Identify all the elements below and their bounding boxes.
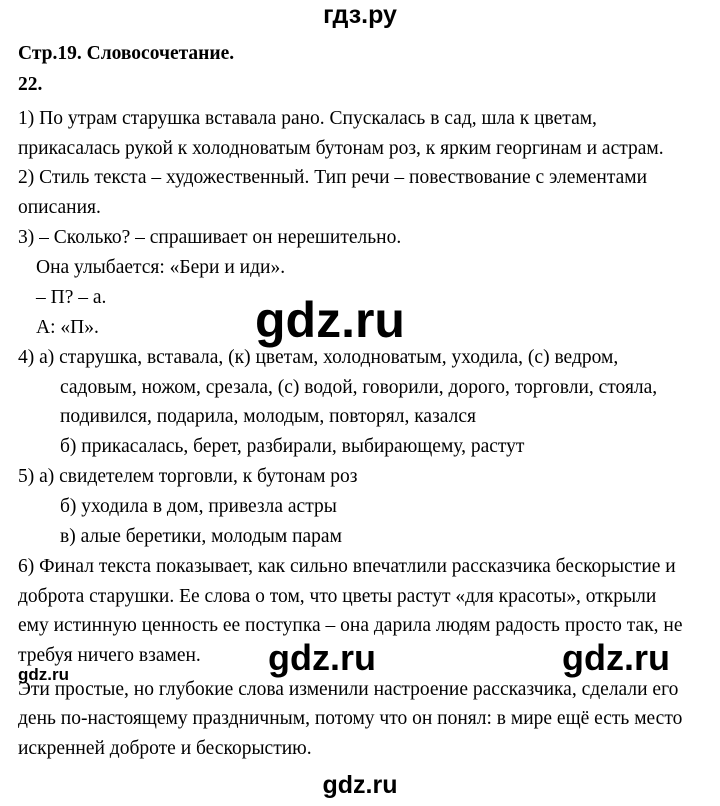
task-number: 22. bbox=[18, 74, 43, 95]
watermark-mid-right: gdz.ru bbox=[562, 637, 670, 678]
text-line: искренней доброте и бескорыстию. bbox=[18, 738, 312, 759]
text-line: ему истинную ценность ее поступка – она дарила людям радость просто так, не bbox=[18, 615, 683, 636]
text-line: 4) а) старушка, вставала, (к) цветам, холодноватым, уходила, (с) ведром, bbox=[18, 347, 619, 368]
text-line: 2) Стиль текста – художественный. Тип речи – повествование с элементами bbox=[18, 167, 648, 188]
text-line: – П? – а. bbox=[36, 287, 107, 308]
text-line: требуя ничего взамен. bbox=[18, 645, 201, 666]
watermark-mid-left: gdz.ru bbox=[268, 637, 376, 678]
text-line: в) алые беретики, молодым парам bbox=[60, 526, 342, 547]
site-footer: gdz.ru bbox=[322, 771, 398, 799]
text-line: день по-настоящему праздничным, потому что он понял: в мире ещё есть место bbox=[18, 708, 683, 729]
text-line: 1) По утрам старушка вставала рано. Спускалась в сад, шла к цветам, bbox=[18, 108, 597, 129]
text-line: Она улыбается: «Бери и иди». bbox=[36, 257, 286, 278]
watermark-center: gdz.ru bbox=[255, 292, 405, 348]
site-header: гдз.ру bbox=[323, 1, 397, 29]
text-line: 5) а) свидетелем торговли, к бутонам роз bbox=[18, 466, 358, 487]
text-line: б) прикасалась, берет, разбирали, выбирающему, растут bbox=[60, 436, 525, 457]
text-line: прикасалась рукой к холодноватым бутонам роз, к ярким георгинам и астрам. bbox=[18, 138, 664, 159]
text-line: Эти простые, но глубокие слова изменили настроение рассказчика, сделали его bbox=[18, 679, 679, 700]
watermark-small: gdz.ru bbox=[18, 665, 69, 684]
text-line: 6) Финал текста показывает, как сильно впечатлили рассказчика бескорыстие и bbox=[18, 556, 676, 577]
page-heading: Стр.19. Словосочетание. bbox=[18, 43, 235, 64]
text-line: 3) – Сколько? – спрашивает он нерешительно. bbox=[18, 227, 402, 248]
text-line: А: «П». bbox=[36, 317, 99, 338]
text-line: доброта старушки. Ее слова о том, что цветы растут «для красоты», открыли bbox=[18, 586, 657, 607]
text-line: подивился, подарила, молодым, повторял, казался bbox=[60, 406, 476, 427]
text-line: б) уходила в дом, привезла астры bbox=[60, 496, 337, 517]
text-line: описания. bbox=[18, 197, 101, 218]
text-line: садовым, ножом, срезала, (с) водой, говорили, дорого, торговли, стояла, bbox=[60, 377, 658, 398]
